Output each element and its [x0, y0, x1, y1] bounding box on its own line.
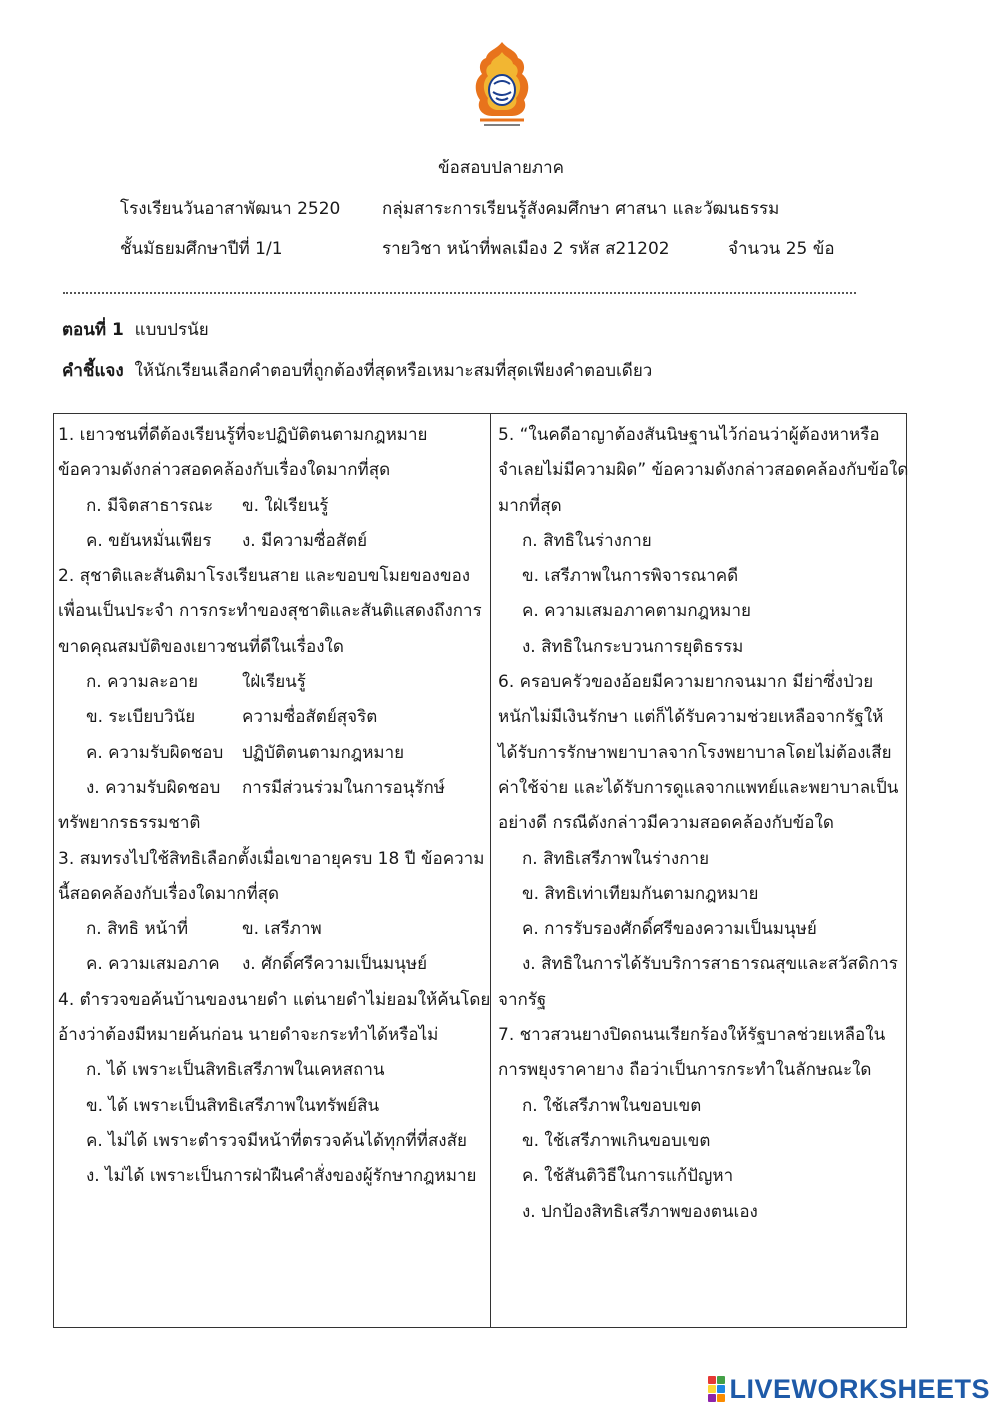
- question-line: [498, 665, 902, 700]
- left-question-column: [58, 418, 491, 1195]
- liveworksheets-text: LIVEWORKSHEETS: [729, 1373, 990, 1404]
- question-line: [498, 842, 902, 877]
- answer-choice-second: ใฝ่เรียนรู้: [242, 672, 306, 693]
- dotted-separator: [63, 292, 856, 294]
- question-line: [58, 736, 486, 771]
- question-line-text: ค. ความเสมอภาค: [86, 954, 220, 975]
- question-line-text: ก. ความละอาย: [86, 672, 199, 693]
- question-line-text: ข้อความดังกล่าวสอดคล้องกับเรื่องใดมากที่สุด: [58, 460, 391, 481]
- question-line-text: ทรัพยากรธรรมชาติ: [58, 813, 201, 834]
- question-line: [498, 877, 902, 912]
- question-line-text: ข. ระเบียบวินัย: [86, 707, 196, 728]
- question-line: [58, 489, 486, 524]
- question-line-text: ก. มีจิตสาธารณะ: [86, 495, 214, 516]
- question-line: [498, 947, 902, 982]
- question-line: [58, 524, 486, 559]
- question-line: [58, 1018, 486, 1053]
- question-line-text: 1. เยาวชนที่ดีต้องเรียนรู้ที่จะปฏิบัติตนตามกฎหมาย: [58, 425, 428, 445]
- question-line: [498, 594, 902, 629]
- question-line-text: ค. ความรับผิดชอบ: [86, 742, 224, 763]
- question-line: [58, 877, 486, 912]
- question-line-text: ได้รับการรักษาพยาบาลจากโรงพยาบาลโดยไม่ต้องเสีย: [498, 742, 892, 763]
- question-line: [58, 630, 486, 665]
- instruction-text: ให้นักเรียนเลือกคำตอบที่ถูกต้องที่สุดหรือเหมาะสมที่สุดเพียงคำตอบเดียว: [134, 361, 653, 381]
- question-line: [58, 1089, 486, 1124]
- question-line-text: ง. สิทธิในกระบวนการยุติธรรม: [522, 636, 744, 657]
- question-line: [498, 736, 902, 771]
- question-line-text: อย่างดี กรณีดังกล่าวมีความสอดคล้องกับข้อใด: [498, 813, 834, 834]
- question-line: [498, 1018, 902, 1053]
- question-line-text: ข. ใช้เสรีภาพเกินขอบเขต: [522, 1130, 711, 1151]
- question-line-text: ง. ปกป้องสิทธิเสรีภาพของตนเอง: [522, 1201, 758, 1222]
- question-count: จำนวน 25 ข้อ: [728, 239, 835, 259]
- question-line-text: ก. สิทธิเสรีภาพในร่างกาย: [522, 848, 710, 869]
- question-line-text: จำเลยไม่มีความผิด” ข้อความดังกล่าวสอดคล้องกับข้อใด: [498, 460, 909, 481]
- question-line: [58, 1159, 486, 1194]
- question-line: [498, 559, 902, 594]
- question-line: [498, 630, 902, 665]
- part-label: ตอนที่ 1: [62, 320, 124, 340]
- question-line-text: ค. ขยันหมั่นเพียร: [86, 530, 212, 551]
- question-line-text: ค. ใช้สันติวิธีในการแก้ปัญหา: [522, 1166, 734, 1187]
- question-line: [58, 947, 486, 982]
- liveworksheets-logo-icon: [708, 1376, 725, 1402]
- question-line: [58, 418, 486, 453]
- question-line: [58, 912, 486, 947]
- instruction-label: คำชี้แจง: [62, 361, 124, 381]
- question-line-text: 6. ครอบครัวของอ้อยมีความยากจนมาก มีย่าซึ่งป่วย: [498, 672, 874, 693]
- question-line: [498, 1159, 902, 1194]
- part-heading: [62, 322, 209, 339]
- question-line-text: หนักไม่มีเงินรักษา แต่ก็ได้รับความช่วยเหลือจากรัฐให้: [498, 707, 884, 728]
- question-line-text: การพยุงราคายาง ถือว่าเป็นการกระทำในลักษณะใด: [498, 1060, 872, 1081]
- question-line-text: จากรัฐ: [498, 989, 547, 1010]
- question-line-text: 3. สมทรงไปใช้สิทธิเลือกตั้งเมื่อเขาอายุครบ 18 ปี ข้อความ: [58, 848, 485, 869]
- question-line: [58, 806, 486, 841]
- right-question-column: [498, 418, 909, 1230]
- question-line-text: นี้สอดคล้องกับเรื่องใดมากที่สุด: [58, 883, 280, 904]
- question-line-text: 2. สุชาติและสันติมาโรงเรียนสาย และขอบขโมยของของ: [58, 566, 471, 587]
- question-line-text: ค่าใช้จ่าย และได้รับการดูแลจากแพทย์และพยาบาลเป็น: [498, 777, 899, 798]
- answer-choice-second: การมีส่วนร่วมในการอนุรักษ์: [242, 777, 445, 798]
- liveworksheets-watermark: [708, 1374, 990, 1404]
- question-line-text: ง. สิทธิในการได้รับบริการสาธารณสุขและสวัสดิการ: [522, 954, 898, 975]
- answer-choice-second: ง. มีความซื่อสัตย์: [242, 530, 368, 551]
- question-line-text: อ้างว่าต้องมีหมายค้นก่อน นายดำจะกระทำได้หรือไม่: [58, 1025, 439, 1046]
- answer-choice-second: ความซื่อสัตย์สุจริต: [242, 707, 378, 728]
- question-line: [58, 1053, 486, 1088]
- question-line: [498, 1124, 902, 1159]
- column-divider: [490, 413, 491, 1328]
- question-line: [498, 771, 902, 806]
- question-line-text: มากที่สุด: [498, 495, 562, 516]
- question-line: [498, 1053, 902, 1088]
- question-line-text: ง. ไม่ได้ เพราะเป็นการฝ่าฝืนคำสั่งของผู้รักษากฎหมาย: [86, 1166, 477, 1187]
- question-line: [498, 700, 902, 735]
- answer-choice-second: ข. ใฝ่เรียนรู้: [242, 495, 329, 516]
- question-line-text: ขาดคุณสมบัติของเยาวชนที่ดีในเรื่องใด: [58, 636, 344, 657]
- grade-level: ชั้นมัธยมศึกษาปีที่ 1/1: [120, 239, 283, 259]
- question-line: [58, 453, 486, 488]
- question-line-text: 4. ตำรวจขอค้นบ้านของนายดำ แต่นายดำไม่ยอมให้ค้นโดย: [58, 989, 491, 1010]
- question-line-text: 7. ชาวสวนยางปิดถนนเรียกร้องให้รัฐบาลช่วยเหลือใน: [498, 1025, 886, 1046]
- question-line: [58, 700, 486, 735]
- part-text: แบบปรนัย: [134, 320, 209, 340]
- subject-group: กลุ่มสาระการเรียนรู้สังคมศึกษา ศาสนา และวัฒนธรรม: [382, 199, 780, 219]
- question-line-text: ก. ใช้เสรีภาพในขอบเขต: [522, 1095, 702, 1116]
- question-line-text: ข. ได้ เพราะเป็นสิทธิเสรีภาพในทรัพย์สิน: [86, 1095, 380, 1116]
- question-line: [498, 983, 902, 1018]
- school-emblem-logo: [466, 40, 538, 130]
- question-line: [498, 453, 909, 488]
- question-line: [498, 806, 902, 841]
- exam-title: ข้อสอบปลายภาค: [438, 158, 565, 178]
- question-line-text: ก. สิทธิในร่างกาย: [522, 530, 652, 551]
- question-line-text: ข. สิทธิเท่าเทียมกันตามกฎหมาย: [522, 883, 759, 904]
- question-line-text: 5. “ในคดีอาญาต้องสันนิษฐานไว้ก่อนว่าผู้ต้องหาหรือ: [498, 425, 880, 445]
- question-line: [498, 912, 902, 947]
- question-line-text: ก. สิทธิ หน้าที่: [86, 919, 189, 940]
- question-line-text: ก. ได้ เพราะเป็นสิทธิเสรีภาพในเคหสถาน: [86, 1060, 385, 1081]
- school-name: โรงเรียนวันอาสาพัฒนา 2520: [120, 199, 341, 219]
- question-line: [58, 665, 486, 700]
- question-line: [498, 418, 902, 453]
- question-line-text: ค. ความเสมอภาคตามกฎหมาย: [522, 601, 751, 622]
- answer-choice-second: ง. ศักดิ์ศรีความเป็นมนุษย์: [242, 954, 428, 975]
- answer-choice-second: ข. เสรีภาพ: [242, 919, 322, 940]
- question-line-text: ข. เสรีภาพในการพิจารณาคดี: [522, 566, 739, 587]
- question-line-text: เพื่อนเป็นประจำ การกระทำของสุชาติและสันติแสดงถึงการ: [58, 601, 482, 622]
- question-line: [498, 524, 902, 559]
- question-line: [498, 1195, 902, 1230]
- question-line-text: ค. ไม่ได้ เพราะตำรวจมีหน้าที่ตรวจค้นได้ทุกที่ที่สงสัย: [86, 1130, 467, 1151]
- question-line: [58, 559, 486, 594]
- question-line-text: ค. การรับรองศักดิ์ศรีของความเป็นมนุษย์: [522, 919, 817, 940]
- instruction-line: [62, 363, 652, 380]
- question-line: [58, 983, 491, 1018]
- question-line: [58, 1124, 486, 1159]
- question-line: [498, 1089, 902, 1124]
- question-line: [58, 771, 486, 806]
- course-info: รายวิชา หน้าที่พลเมือง 2 รหัส ส21202: [382, 239, 670, 259]
- question-line: [58, 842, 486, 877]
- question-line: [498, 489, 902, 524]
- question-line: [58, 594, 486, 629]
- question-line-text: ง. ความรับผิดชอบ: [86, 777, 221, 798]
- answer-choice-second: ปฏิบัติตนตามกฎหมาย: [242, 742, 405, 763]
